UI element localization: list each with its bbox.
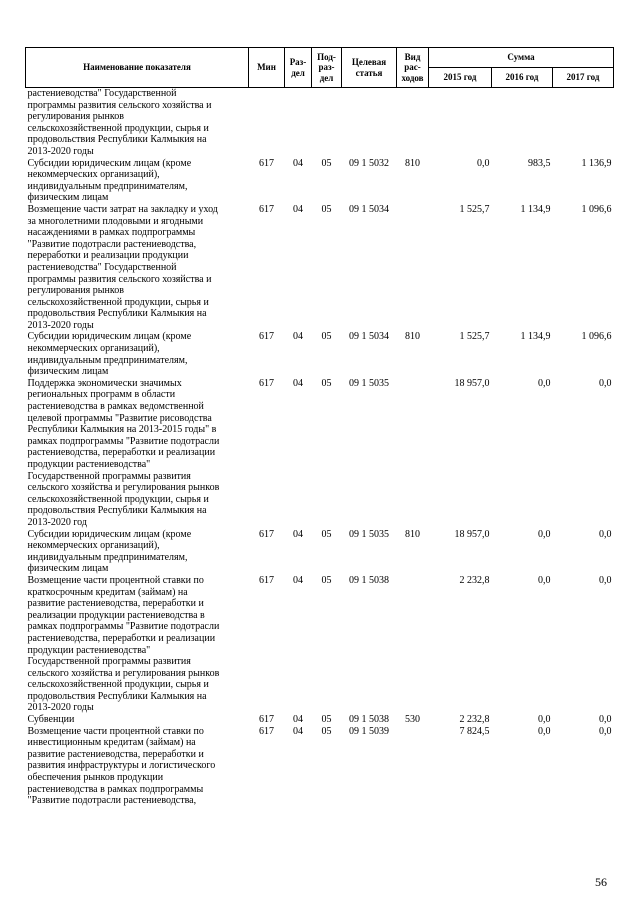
row-podrazdel (312, 88, 342, 158)
table-row (26, 529, 614, 575)
row-min (249, 88, 285, 158)
table-header (26, 48, 614, 88)
row-min: 617 (259, 203, 274, 215)
row-tselevaya: 09 1 5039 (349, 725, 389, 737)
row-name: Субсидии юридическим лицам (кроме некоммерческих организаций), индивидуальным предпринимателям, физическим лицам (27, 157, 192, 204)
row-razdel (285, 88, 312, 158)
header-vid: Вид рас- ходов (397, 48, 429, 88)
row-sum-2016: 0,0 (538, 574, 551, 586)
row-sum-2017: 1 096,6 (581, 331, 612, 343)
row-vid (397, 575, 429, 714)
row-vid (397, 378, 429, 529)
table-row (26, 331, 614, 377)
row-tselevaya: 09 1 5038 (349, 574, 389, 586)
row-razdel: 04 (293, 528, 303, 540)
row-razdel: 04 (293, 574, 303, 586)
row-podrazdel: 05 (321, 714, 332, 726)
row-tselevaya: 09 1 5032 (349, 157, 389, 169)
row-podrazdel: 05 (321, 203, 332, 215)
row-vid: 530 (405, 714, 420, 726)
row-name: Субсидии юридическим лицам (кроме некоммерческих организаций), индивидуальным предпринимателям, физическим лицам (27, 528, 192, 575)
row-min: 617 (259, 574, 274, 586)
header-tselevaya: Целевая статья (342, 48, 397, 88)
row-name: Поддержка экономически значимых региональных программ в области растениеводства в рамках ведомственной целевой программы "Развитие рисоводства Республики Калмыкия на 2013-2015 годы" в рамках подпрограммы "Развитие подотрасли растениеводства, переработки и реализации продукции растениеводства" Государственной программы развития сельского хозяйства и регулирования рынков сельскохозяйственной продукции, сырья и продовольствия Республики Калмыкия на 2013-2020 год (27, 377, 220, 528)
row-min: 617 (259, 331, 274, 343)
row-vid: 810 (405, 331, 420, 343)
row-tselevaya: 09 1 5034 (349, 331, 389, 343)
row-sum-2017: 0,0 (599, 377, 612, 389)
row-sum-2015: 2 232,8 (459, 714, 490, 726)
header-year-2016: 2016 год (492, 68, 553, 88)
row-vid: 810 (405, 157, 420, 169)
header-year-2017: 2017 год (553, 68, 614, 88)
row-sum-2017: 1 096,6 (581, 203, 612, 215)
row-sum-2016: 1 134,9 (520, 331, 551, 343)
row-min: 617 (259, 714, 274, 726)
row-sum-2016: 0,0 (538, 377, 551, 389)
row-podrazdel: 05 (321, 331, 332, 343)
row-sum-2016: 1 134,9 (520, 203, 551, 215)
row-vid (397, 726, 429, 807)
row-name: Субсидии юридическим лицам (кроме некоммерческих организаций), индивидуальным предпринимателям, физическим лицам (27, 331, 192, 378)
row-name: Возмещение части процентной ставки по краткосрочным кредитам (займам) на развитие растениеводства, переработки и реализации продукции растениеводства в рамках подпрограммы "Развитие подотрасли растениеводства, переработки и реализации продукции растениеводства" Государственной программы развития сельского хозяйства и регулирования рынков сельскохозяйственной продукции, сырья и продовольствия Республики Калмыкия на 2013-2020 годы (27, 574, 220, 714)
budget-table (25, 47, 614, 807)
row-podrazdel: 05 (321, 157, 332, 169)
row-sum-2015: 2 232,8 (459, 574, 490, 586)
row-vid (397, 88, 429, 158)
row-sum-2015: 7 824,5 (459, 725, 490, 737)
header-name: Наименование показателя (26, 48, 249, 88)
row-sum-2015: 18 957,0 (454, 528, 490, 540)
row-sum-2016: 983,5 (528, 157, 551, 169)
table-row (26, 204, 614, 332)
row-razdel: 04 (293, 714, 303, 726)
table-row (26, 88, 614, 158)
row-podrazdel: 05 (321, 725, 332, 737)
row-razdel: 04 (293, 331, 303, 343)
header-summa: Сумма (429, 48, 614, 68)
table-row (26, 575, 614, 714)
header-year-2015: 2015 год (429, 68, 492, 88)
row-sum-2017: 0,0 (599, 725, 612, 737)
row-razdel: 04 (293, 203, 303, 215)
row-sum-2016: 0,0 (538, 528, 551, 540)
row-sum-2017: 0,0 (599, 574, 612, 586)
row-vid: 810 (405, 528, 420, 540)
row-sum-2017 (553, 88, 614, 158)
header-razdel: Раз- дел (285, 48, 312, 88)
row-name: Субвенции (27, 714, 75, 726)
row-tselevaya (342, 88, 397, 158)
row-sum-2015 (429, 88, 492, 158)
row-sum-2017: 0,0 (599, 714, 612, 726)
row-razdel: 04 (293, 157, 303, 169)
row-name: растениеводства" Государственной программы развития сельского хозяйства и регулирования рынков сельскохозяйственной продукции, сырья и продовольствия Республики Калмыкия на 2013-2020 годы (27, 88, 212, 157)
row-tselevaya: 09 1 5038 (349, 714, 389, 726)
row-sum-2016: 0,0 (538, 725, 551, 737)
row-sum-2015: 1 525,7 (459, 203, 490, 215)
row-razdel: 04 (293, 725, 303, 737)
budget-table-page (25, 47, 613, 807)
table-row (26, 726, 614, 807)
row-tselevaya: 09 1 5034 (349, 203, 389, 215)
row-name: Возмещение части процентной ставки по инвестиционным кредитам (займам) на развитие растениеводства, переработки и развития инфраструктуры и логистического обеспечения рынков продукции растениеводства в рамках подпрограммы "Развитие подотрасли растениеводства, (27, 725, 216, 807)
row-sum-2016 (492, 88, 553, 158)
row-sum-2016: 0,0 (538, 714, 551, 726)
row-min: 617 (259, 377, 274, 389)
row-sum-2017: 0,0 (599, 528, 612, 540)
row-podrazdel: 05 (321, 528, 332, 540)
row-min: 617 (259, 528, 274, 540)
row-name: Возмещение части затрат на закладку и уход за многолетними плодовыми и ягодными насаждениями в рамках подпрограммы "Развитие подотрасли растениеводства, переработки и реализации продукции растениеводства" Государственной программы развития сельского хозяйства и регулирования рынков сельскохозяйственной продукции, сырья и продовольствия Республики Калмыкия на 2013-2020 годы (27, 203, 218, 331)
row-tselevaya: 09 1 5035 (349, 377, 389, 389)
row-podrazdel: 05 (321, 377, 332, 389)
page-number: 56 (595, 875, 607, 889)
table-body (26, 88, 614, 807)
row-sum-2015: 0,0 (477, 157, 490, 169)
table-row (26, 378, 614, 529)
row-min: 617 (259, 725, 274, 737)
row-tselevaya: 09 1 5035 (349, 528, 389, 540)
row-sum-2015: 1 525,7 (459, 331, 490, 343)
row-min: 617 (259, 157, 274, 169)
table-row (26, 158, 614, 204)
table-row (26, 714, 614, 726)
row-vid (397, 204, 429, 332)
row-sum-2015: 18 957,0 (454, 377, 490, 389)
header-podrazdel: Под- раз- дел (312, 48, 342, 88)
row-sum-2017: 1 136,9 (581, 157, 612, 169)
header-min: Мин (249, 48, 285, 88)
row-podrazdel: 05 (321, 574, 332, 586)
row-razdel: 04 (293, 377, 303, 389)
